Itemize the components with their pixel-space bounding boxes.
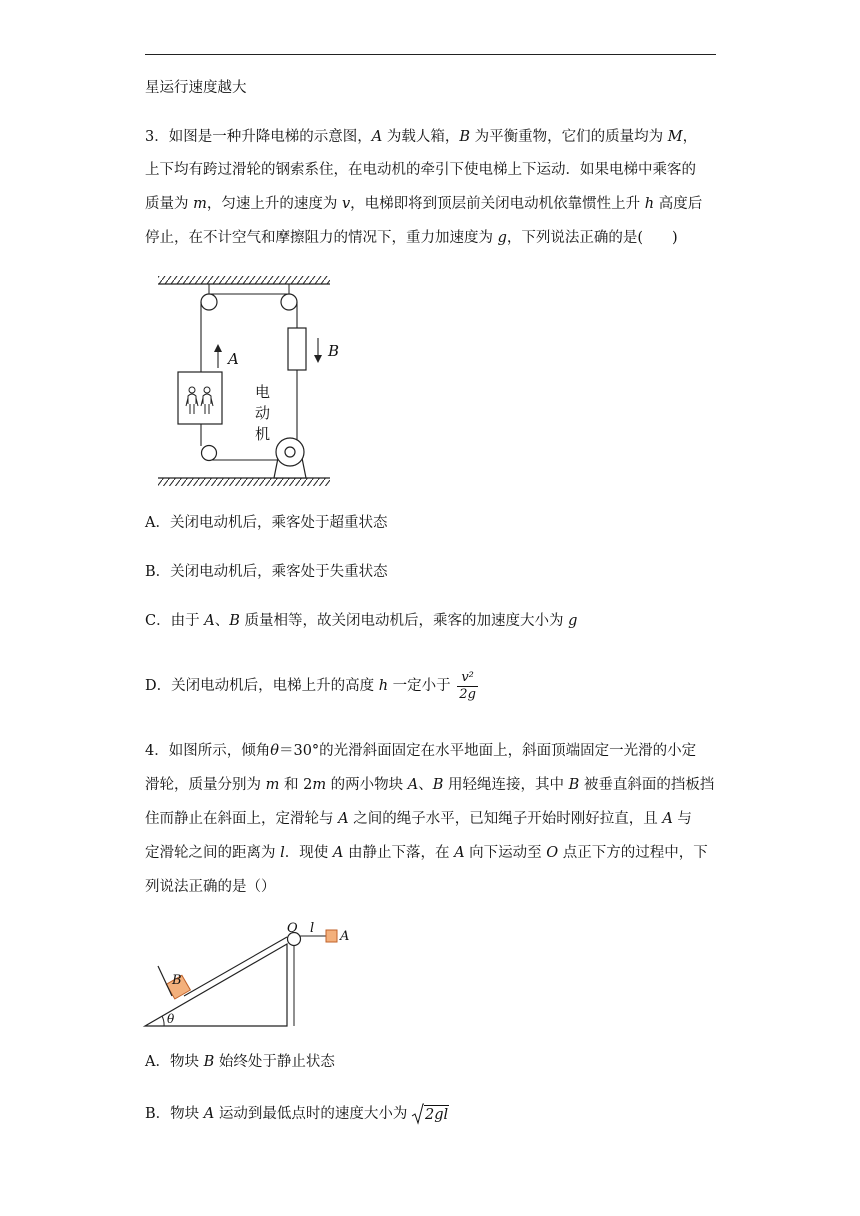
label-l: l [310, 921, 315, 936]
q3-line-3: 质量为 m，匀速上升的速度为 v，电梯即将到顶层前关闭电动机依靠惯性上升 h 高度后 [145, 196, 703, 212]
block-a [326, 930, 337, 942]
q4-line-3: 住而静止在斜面上，定滑轮与 A 之间的绳子水平，已知绳子开始时刚好拉直，且 A 与 [145, 811, 692, 827]
q3-option-c[interactable]: C．由于 A、B 质量相等，故关闭电动机后，乘客的加速度大小为 g [145, 613, 578, 629]
bottom-pulley [202, 446, 217, 461]
q3-line-2: 上下均有跨过滑轮的钢索系住，在电动机的牵引下使电梯上下运动．如果电梯中乘客的 [145, 162, 696, 178]
top-right-pulley [281, 294, 297, 310]
baffle [158, 966, 172, 996]
floor [158, 478, 330, 486]
label-theta: θ [167, 1012, 175, 1026]
motor-label-3: 机 [255, 425, 271, 443]
motor [274, 438, 306, 478]
label-b: B [172, 973, 182, 988]
elevator-car-a [178, 372, 222, 424]
incline-figure [140, 916, 370, 1031]
elevator-figure [150, 272, 340, 494]
label-a: A [228, 350, 239, 368]
q3-option-d[interactable]: D．关闭电动机后，电梯上升的高度 h 一定小于 $\frac{\text{v²}}{2g}$ [145, 669, 476, 702]
q3-option-b[interactable]: B．关闭电动机后，乘客处于失重状态 [145, 564, 388, 580]
counterweight-b [288, 328, 306, 370]
previous-fragment: 星运行速度越大 [145, 80, 247, 96]
q4-line-4: 定滑轮之间的距离为 l．现使 A 由静止下落，在 A 向下运动至 O 点正下方的过程中，下 [145, 845, 708, 861]
q4-line-5: 列说法正确的是（） [145, 879, 276, 895]
ceiling [158, 276, 330, 284]
q3-option-a[interactable]: A．关闭电动机后，乘客处于超重状态 [145, 515, 388, 531]
label-a: A [340, 929, 350, 944]
q4-option-a[interactable]: A．物块 B 始终处于静止状态 [145, 1054, 335, 1070]
q3-line-4: 停止，在不计空气和摩擦阻力的情况下，重力加速度为 g，下列说法正确的是( ) [145, 230, 678, 246]
header-rule [145, 54, 716, 55]
motor-label-1: 电 [255, 383, 271, 401]
fraction-v2-over-2g: $\frac{\text{v²}}{2g}$ [459, 669, 476, 702]
q4-option-b[interactable]: B．物块 A 运动到最低点时的速度大小为 2gl [145, 1101, 449, 1127]
label-b: B [328, 342, 340, 360]
q4-line-1: 4．如图所示，倾角θ＝30°的光滑斜面固定在水平地面上，斜面顶端固定一光滑的小定 [145, 743, 697, 759]
q4-line-2: 滑轮，质量分别为 m 和 2m 的两小物块 A、B 用轻绳连接，其中 B 被垂直斜面的挡板挡 [145, 777, 715, 793]
top-left-pulley [201, 294, 217, 310]
label-o: O [287, 921, 298, 936]
motor-label-2: 动 [255, 404, 271, 422]
sqrt-2gl: 2gl [412, 1101, 449, 1127]
q3-line-1: 3．如图是一种升降电梯的示意图，A 为载人箱，B 为平衡重物，它们的质量均为 M， [145, 129, 698, 145]
